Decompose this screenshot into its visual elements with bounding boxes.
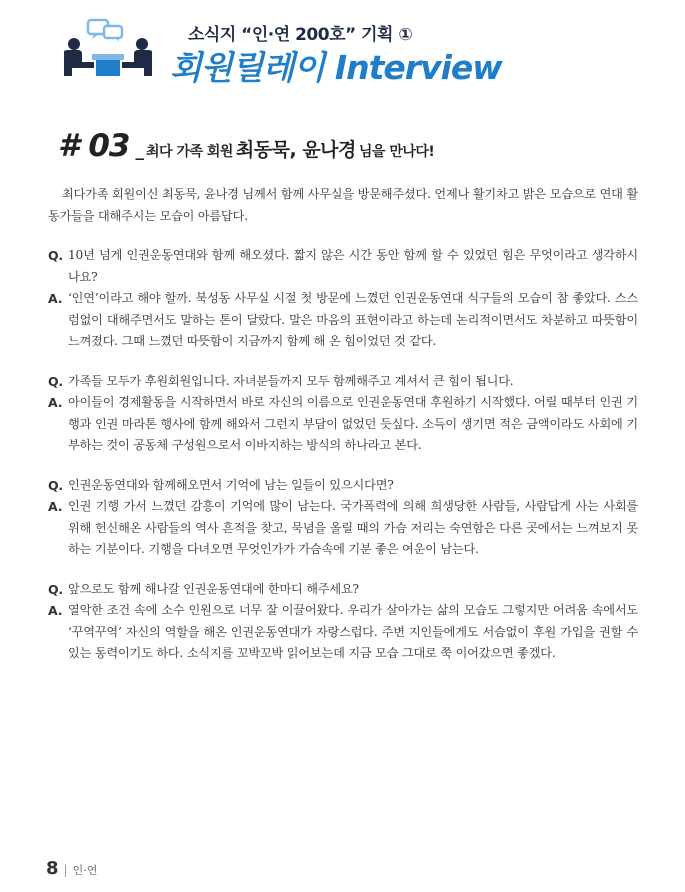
header: [58, 14, 658, 87]
answer: [48, 392, 638, 457]
question-text: 가족들 모두가 후원회원입니다. 자녀분들까지 모두 함께해주고 계셔서 큰 힘이 됩니다.: [68, 373, 514, 388]
question: [48, 371, 638, 393]
qa-block-4: [48, 579, 638, 665]
answer-text: 열악한 조건 속에 소수 인원으로 너무 잘 이끌어왔다. 우리가 살아가는 삶의 모습도 그렇지만 어려움 속에서도 ‘꾸역꾸역’ 자신의 역할을 해온 인권운동연대가 자랑스럽다. 주변 지인들에게도 서슴없이 후원 가입을 권할 수 있는 동력이기도 하다. 소식지를 꼬박꼬박 읽어보는데 지금 모습 그대로 쭉 이어갔으면 좋겠다.: [68, 603, 638, 660]
question: [48, 579, 638, 601]
question-mark: Q.: [48, 581, 63, 597]
publication-name: 인·연: [72, 864, 98, 877]
page-title: 회원릴레이 Interview: [170, 48, 502, 87]
question-mark: Q.: [48, 373, 63, 389]
subtitle-prefix: 최다 가족 회원: [146, 144, 233, 160]
question-mark: Q.: [48, 477, 63, 493]
page-number: 8: [46, 858, 59, 879]
article-body: [48, 184, 638, 683]
footer-separator: |: [63, 863, 68, 877]
interviewee-names: 최동묵, 윤나경: [235, 139, 356, 161]
series-kicker: 소식지 “인·연 200호” 기획 ①: [188, 25, 413, 45]
subtitle-suffix: 님을 만나다!: [358, 144, 435, 160]
qa-block-1: [48, 245, 638, 353]
interview-number: # 03: [58, 128, 130, 164]
question: [48, 475, 638, 497]
answer: [48, 288, 638, 353]
answer: [48, 496, 638, 561]
answer-mark: A.: [48, 395, 63, 410]
page-footer: [46, 858, 97, 879]
subtitle-dash: _: [135, 141, 145, 161]
answer: [48, 600, 638, 665]
answer-mark: A.: [48, 603, 63, 618]
answer-text: ‘인연’이라고 해야 할까. 북성동 사무실 시절 첫 방문에 느꼈던 인권운동연대 식구들의 모습이 참 좋았다. 스스럼없이 대해주면서도 말하는 톤이 달랐다. 말은 마음의 표현이라고 하는데 논리적이면서도 차분하고 따뜻함이 느껴졌다. 그때 느꼈던 따뜻함이 지금까지 함께 해 온 힘이었던 것 같다.: [68, 291, 638, 348]
answer-mark: A.: [48, 499, 63, 514]
question-text: 인권운동연대와 함께해오면서 기억에 남는 일들이 있으시다면?: [68, 477, 394, 492]
question-mark: Q.: [48, 248, 63, 263]
question-text: 앞으로도 함께 해나갈 인권운동연대에 한마디 해주세요?: [68, 581, 359, 596]
answer-text: 인권 기행 가서 느꼈던 감흥이 기억에 많이 남는다. 국가폭력에 의해 희생당한 사람들, 사람답게 사는 사회를 위해 헌신해온 사람들의 역사 흔적을 찾고, 묵념을 올릴 때의 가슴 저리는 숙연함은 다른 곳에서는 느껴보지 못하는 기분이다. 기행을 다녀오면 무엇인가가 가슴속에 기분 좋은 여운이 남는다.: [68, 499, 638, 556]
intro-paragraph: 최다가족 회원이신 최동묵, 윤나경 님께서 함께 사무실을 방문해주셨다. 언제나 활기차고 밝은 모습으로 연대 활동가들을 대해주시는 모습이 아름답다.: [48, 187, 638, 223]
interview-logo-icon: [58, 18, 158, 80]
answer-text: 아이들이 경제활동을 시작하면서 바로 자신의 이름으로 인권운동연대 후원하기 시작했다. 어릴 때부터 인권 기행과 인권 마라톤 행사에 함께 해와서 그런지 부담이 없었던 듯싶다. 소득이 생기면 적은 금액이라도 사회에 기부하는 것이 공동체 구성원으로서 이바지하는 방식의 하나라고 본다.: [68, 395, 638, 452]
answer-mark: A.: [48, 291, 63, 306]
interview-subtitle: [58, 128, 434, 164]
qa-block-3: [48, 475, 638, 561]
qa-block-2: [48, 371, 638, 457]
question: [48, 245, 638, 288]
question-text: 10년 넘게 인권운동연대와 함께 해오셨다. 짧지 않은 시간 동안 함께 할 수 있었던 힘은 무엇이라고 생각하시나요?: [68, 248, 638, 284]
